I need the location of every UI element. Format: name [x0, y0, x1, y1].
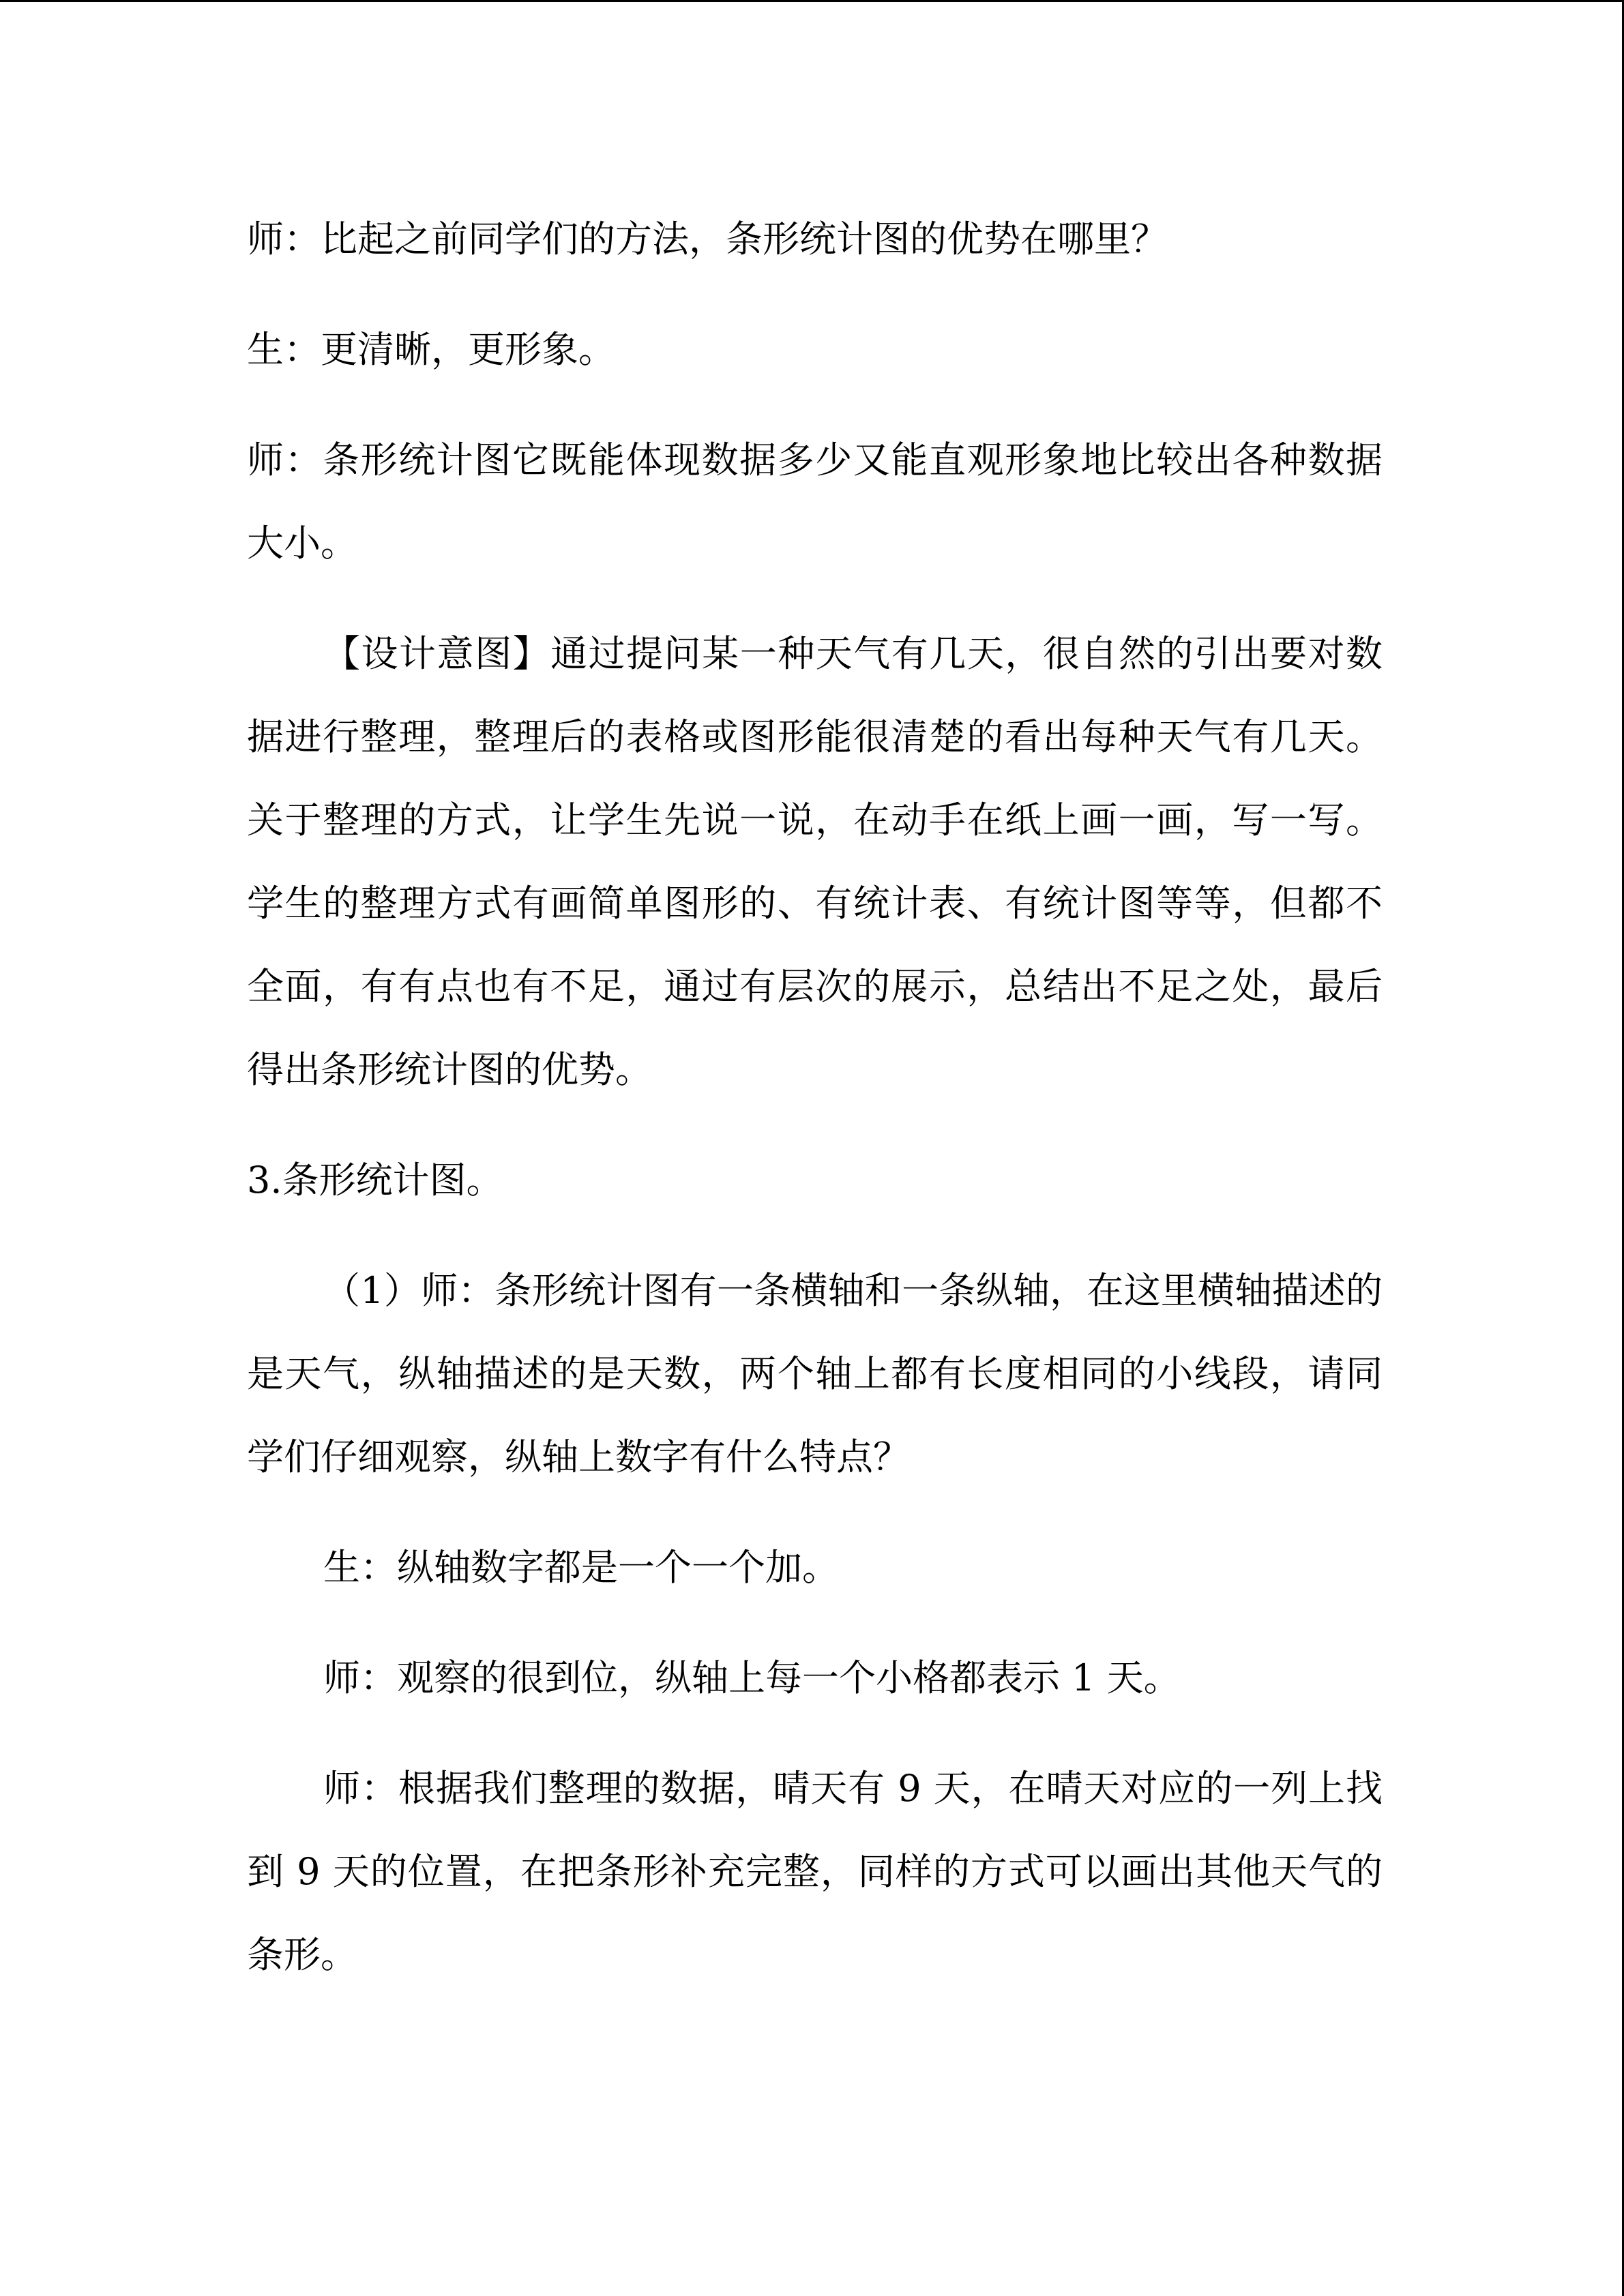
- paragraph-student-answer: 生：更清晰，更形象。: [247, 328, 615, 371]
- paragraph-teacher-instruction: 师：根据我们整理的数据，晴天有 9 天，在晴天对应的一列上找到 9 天的位置，在把条形补充完整，同样的方式可以画出其他天气的条形。: [247, 1767, 1383, 1976]
- paragraph-teacher-confirmation: 师：观察的很到位，纵轴上每一个小格都表示 1 天。: [323, 1656, 1181, 1699]
- document-body: [247, 198, 1383, 1997]
- paragraph-axis-explanation: （1）师：条形统计图有一条横轴和一条纵轴，在这里横轴描述的是天气，纵轴描述的是天数，两个轴上都有长度相同的小线段，请同学们仔细观察，纵轴上数字有什么特点？: [247, 1269, 1383, 1478]
- paragraph-teacher-question: 师：比起之前同学们的方法，条形统计图的优势在哪里？: [247, 218, 1168, 260]
- section-heading-bar-chart: 3.条形统计图。: [247, 1159, 503, 1202]
- paragraph-design-intent: 【设计意图】通过提问某一种天气有几天，很自然的引出要对数据进行整理，整理后的表格或图形能很清楚的看出每种天气有几天。关于整理的方式，让学生先说一说，在动手在纸上画一画，写一写。学生的整理方式有画简单图形的、有统计表、有统计图等等，但都不全面，有有点也有不足，通过有层次的展示，总结出不足之处，最后得出条形统计图的优势。: [247, 632, 1383, 1091]
- paragraph-student-observation: 生：纵轴数字都是一个一个加。: [323, 1546, 839, 1589]
- top-border-line: [0, 0, 1624, 2]
- paragraph-teacher-summary: 师：条形统计图它既能体现数据多少又能直观形象地比较出各种数据大小。: [247, 438, 1383, 565]
